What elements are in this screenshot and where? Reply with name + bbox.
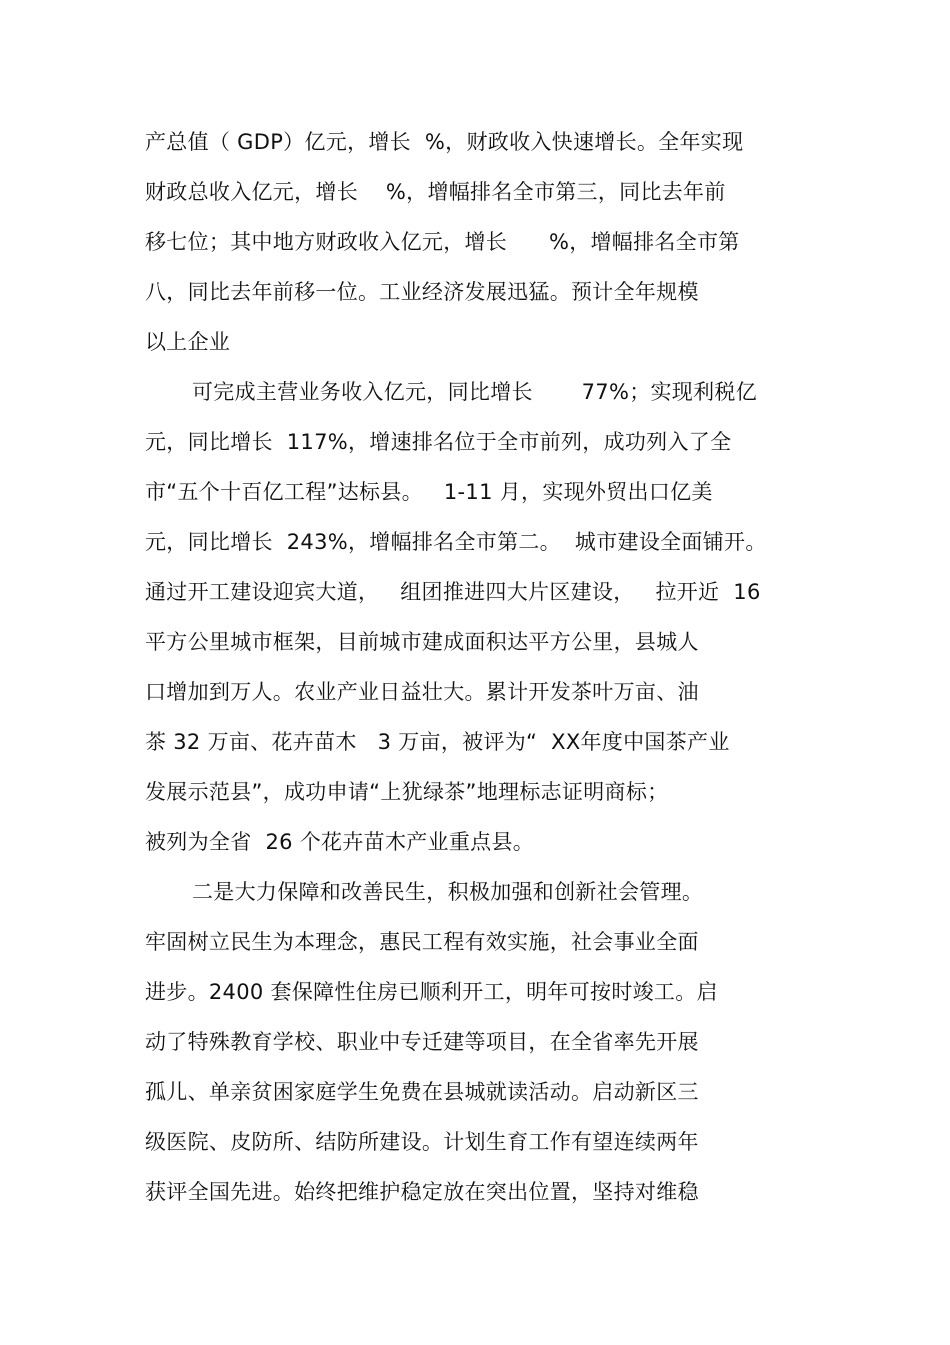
paragraph-first-line: 二是大力保障和改善民生，积极加强和创新社会管理。 <box>192 880 704 904</box>
text-line: 通过开工建设迎宾大道， 组团推进四大片区建设， 拉开近 16 <box>145 580 761 604</box>
text-line: 动了特殊教育学校、职业中专迁建等项目，在全省率先开展 <box>145 1030 699 1054</box>
text-line: 牢固树立民生为本理念，惠民工程有效实施，社会事业全面 <box>145 930 699 954</box>
text-line: 产总值（ GDP）亿元，增长 %，财政收入快速增长。全年实现 <box>145 130 744 154</box>
text-line: 发展示范县”，成功申请“上犹绿茶”地理标志证明商标； <box>145 780 669 804</box>
text-line: 元，同比增长 117%，增速排名位于全市前列，成功列入了全 <box>145 430 732 454</box>
text-line: 市“五个十百亿工程”达标县。 1-11 月，实现外贸出口亿美 <box>145 480 713 504</box>
text-line: 茶 32 万亩、花卉苗木 3 万亩，被评为“ XX年度中国茶产业 <box>145 730 730 754</box>
text-line: 级医院、皮防所、结防所建设。计划生育工作有望连续两年 <box>145 1130 699 1154</box>
text-line: 口增加到万人。农业产业日益壮大。累计开发茶叶万亩、油 <box>145 680 699 704</box>
text-line: 获评全国先进。始终把维护稳定放在突出位置，坚持对维稳 <box>145 1180 699 1204</box>
text-line: 被列为全省 26 个花卉苗木产业重点县。 <box>145 830 535 854</box>
text-line: 平方公里城市框架，目前城市建成面积达平方公里，县城人 <box>145 630 699 654</box>
text-line: 财政总收入亿元，增长 %，增幅排名全市第三，同比去年前 <box>145 180 726 204</box>
paragraph-first-line: 可完成主营业务收入亿元，同比增长 77%；实现利税亿 <box>192 380 758 404</box>
text-line: 进步。2400 套保障性住房已顺利开工，明年可按时竣工。启 <box>145 980 718 1004</box>
text-line: 八，同比去年前移一位。工业经济发展迅猛。预计全年规模 <box>145 280 699 304</box>
text-line: 以上企业 <box>145 330 231 354</box>
text-line: 移七位；其中地方财政收入亿元，增长 %，增幅排名全市第 <box>145 230 740 254</box>
text-line: 孤儿、单亲贫困家庭学生免费在县城就读活动。启动新区三 <box>145 1080 699 1104</box>
text-line: 元，同比增长 243%，增幅排名全市第二。 城市建设全面铺开。 <box>145 530 767 554</box>
